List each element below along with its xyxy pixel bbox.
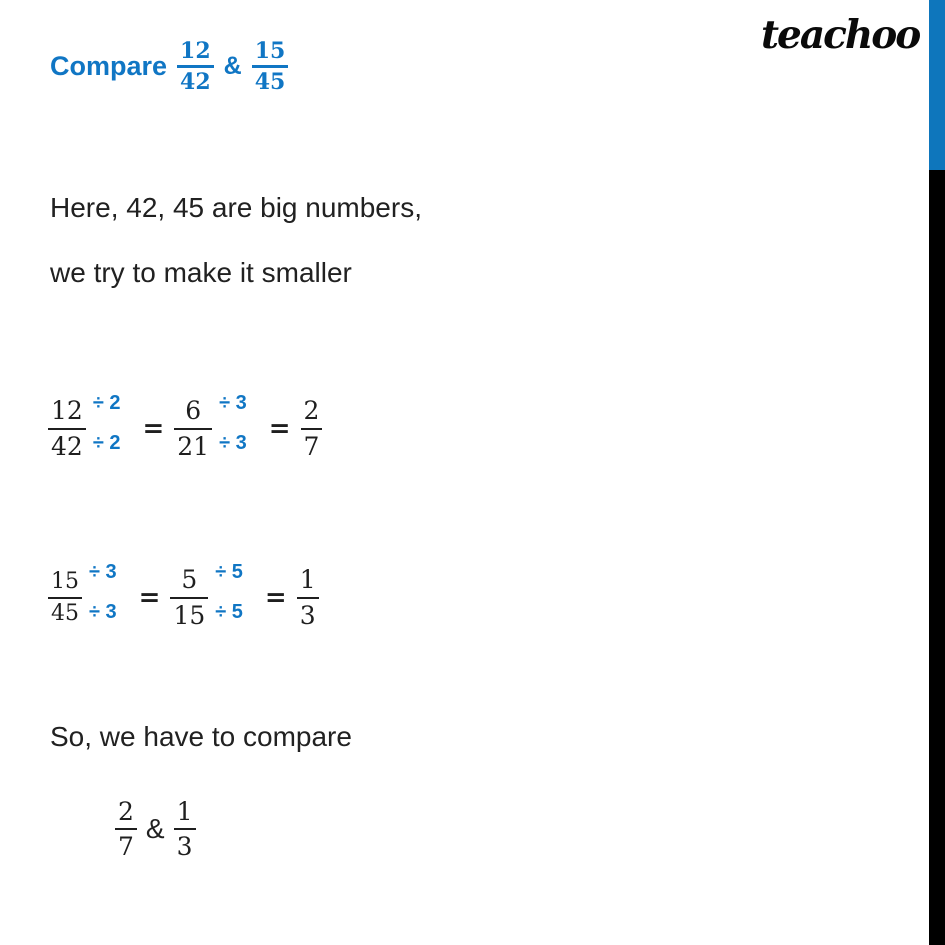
ampersand: & [223, 51, 242, 80]
denominator: 3 [176, 832, 193, 861]
teachoo-logo: teachoo [761, 12, 920, 58]
denominator: 21 [177, 432, 210, 461]
fraction [48, 567, 82, 629]
numerator: 1 [176, 797, 193, 826]
numerator: 12 [180, 37, 211, 64]
numerator: 15 [254, 37, 286, 64]
divide-annotations [89, 561, 117, 624]
divide-op-bottom: ÷ 3 [89, 600, 117, 623]
denominator: 7 [118, 832, 134, 861]
divide-op-top: ÷ 3 [219, 391, 247, 414]
body-line-2: we try to make it smaller [50, 257, 352, 288]
divide-op-top: ÷ 2 [92, 391, 121, 414]
numerator: 1 [299, 565, 316, 594]
numerator: 15 [51, 569, 79, 594]
denominator: 45 [254, 68, 286, 95]
fraction [174, 394, 212, 464]
work-line-1 [48, 391, 322, 464]
slide-title [50, 33, 288, 99]
annotated-fraction-5-15 [170, 560, 243, 633]
divide-annotations [93, 392, 121, 455]
fraction [48, 394, 86, 464]
divide-op-bottom: ÷ 2 [92, 431, 121, 454]
divide-op-bottom: ÷ 3 [219, 431, 247, 454]
conclusion-text: So, we have to compare [50, 721, 352, 752]
equals-sign: = [264, 583, 287, 613]
title-fraction-1 [177, 37, 214, 96]
title-fraction-2 [252, 37, 289, 96]
numerator: 12 [51, 396, 83, 425]
result-fraction-1-3 [297, 563, 319, 633]
annotated-fraction-15-45 [48, 560, 117, 630]
body-line-1: Here, 42, 45 are big numbers, [50, 192, 422, 223]
title-text: Compare [50, 50, 168, 81]
divide-annotations [219, 392, 247, 455]
edge-accent-bar-blue [929, 0, 945, 170]
divide-annotations [215, 561, 243, 624]
denominator: 42 [51, 432, 83, 461]
final-fraction-1-3 [174, 795, 196, 863]
divide-op-top: ÷ 3 [89, 560, 117, 583]
annotated-fraction-12-42 [48, 391, 121, 464]
equals-sign: = [268, 414, 291, 444]
work-line-2 [48, 560, 319, 633]
denominator: 15 [173, 601, 206, 630]
numerator: 6 [185, 396, 202, 425]
edge-accent-bar-black [929, 170, 945, 945]
denominator: 3 [299, 601, 316, 630]
numerator: 5 [181, 565, 198, 594]
numerator: 2 [118, 797, 134, 826]
denominator: 45 [51, 601, 79, 626]
divide-op-bottom: ÷ 5 [215, 600, 243, 623]
final-fraction-2-7 [115, 795, 137, 863]
annotated-fraction-6-21 [174, 391, 247, 464]
equals-sign: = [138, 583, 161, 613]
denominator: 7 [303, 432, 320, 461]
final-comparison [115, 795, 196, 863]
divide-op-top: ÷ 5 [215, 560, 243, 583]
fraction [170, 563, 208, 633]
equals-sign: = [142, 414, 165, 444]
ampersand: & [145, 813, 165, 844]
numerator: 2 [303, 396, 320, 425]
result-fraction-2-7 [301, 394, 323, 464]
denominator: 42 [180, 68, 211, 95]
